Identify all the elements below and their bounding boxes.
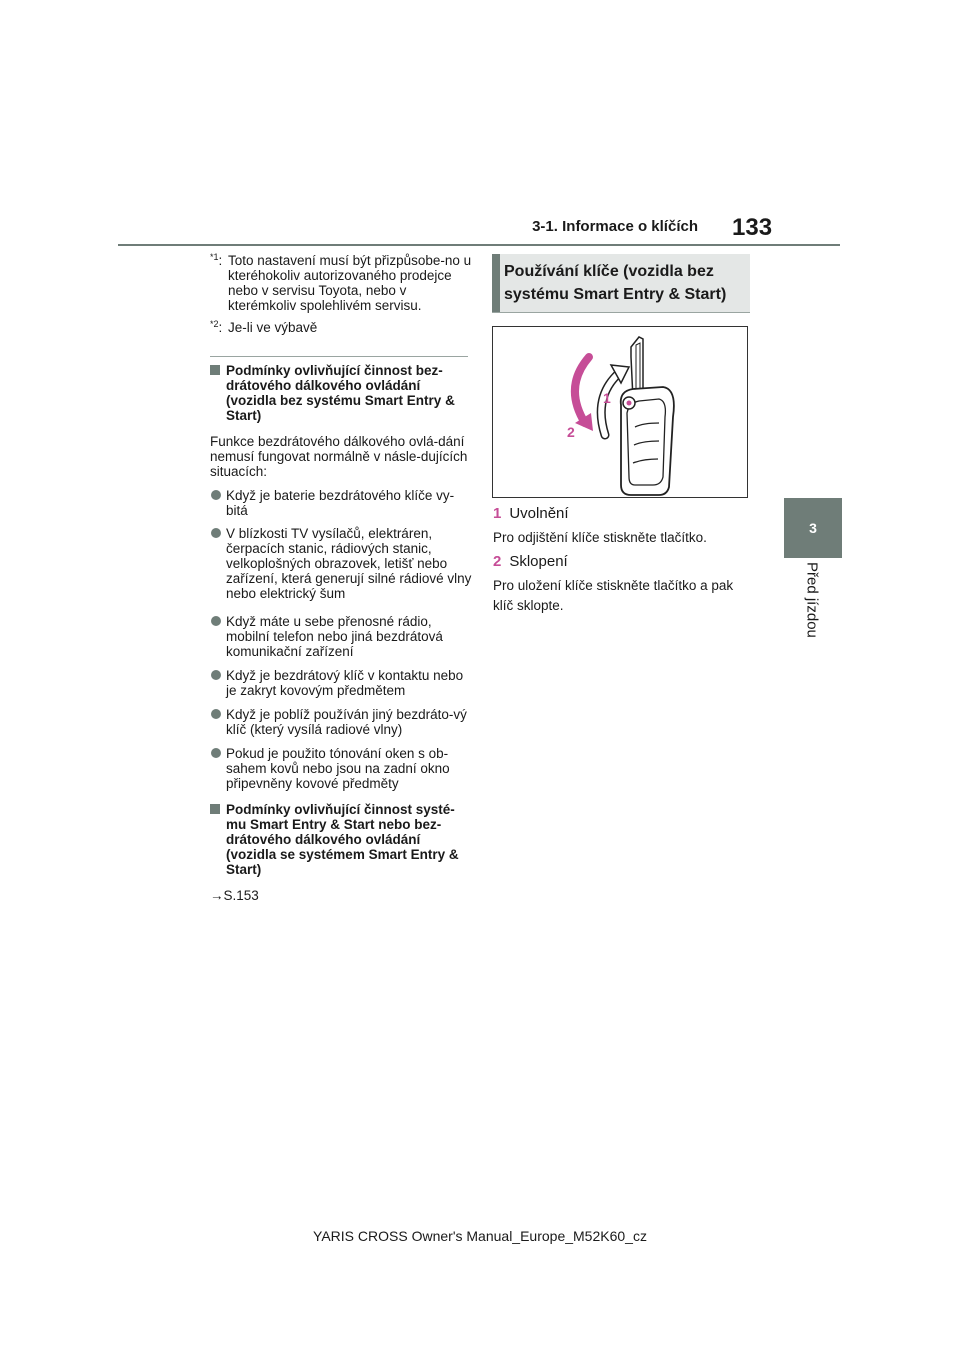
footer-text: YARIS CROSS Owner's Manual_Europe_M52K60_cz [313,1228,647,1244]
step-1-label: Uvolnění [509,505,569,522]
banner-title: Používání klíče (vozidla bez systému Smart Entry & Start) [504,263,727,303]
circle-bullet-icon [211,748,221,758]
step-2 [493,553,568,571]
chapter-tab [784,498,842,558]
footnote-2-text: Je-li ve výbavě [228,320,318,335]
circle-bullet-icon [211,616,221,626]
step-2-description: Pro uložení klíče stiskněte tlačítko a pak klíč sklopte. [493,578,734,613]
step-1-description: Pro odjištění klíče stiskněte tlačítko. [493,530,707,545]
key-illustration [492,326,748,498]
step-2-label: Sklopení [509,553,568,570]
footnote-1-mark: *1 [210,252,219,262]
chapter-label-container [782,562,842,662]
step-1 [493,505,569,523]
step-2-number: 2 [493,553,502,570]
header-rule [118,244,840,246]
circle-bullet-icon [211,670,221,680]
square-bullet-icon [210,365,220,375]
circle-bullet-icon [211,709,221,719]
page-number: 133 [732,214,773,241]
chapter-label: Před jízdou [803,562,821,638]
flip-key-icon [493,327,747,497]
square-bullet-icon [210,804,220,814]
divider [210,356,468,357]
banner-accent-bar [492,254,500,312]
circle-bullet-icon [211,528,221,538]
circle-bullet-icon [211,490,221,500]
intro-paragraph: Funkce bezdrátového dálkového ovlá-dání nemusí fungovat normálně v násle-dujících situacích: [210,434,468,479]
footnote-1-text: Toto nastavení musí být přizpůsobe-no u kteréhokoliv autorizovaného prodejce nebo v servisu Toyota, nebo v kterémkoliv spolehlivém servisu. [228,253,472,313]
chapter-number: 3 [809,520,817,536]
section-title: 3-1. Informace o klíčích [532,218,698,235]
step-1-number: 1 [493,505,502,522]
section-banner [492,254,750,312]
banner-rule [492,312,750,313]
footnote-2-mark: *2 [210,319,219,329]
page-reference-link[interactable]: →S.153 [210,888,259,903]
figure-label-1: 1 [603,390,611,406]
figure-label-2: 2 [567,424,575,440]
